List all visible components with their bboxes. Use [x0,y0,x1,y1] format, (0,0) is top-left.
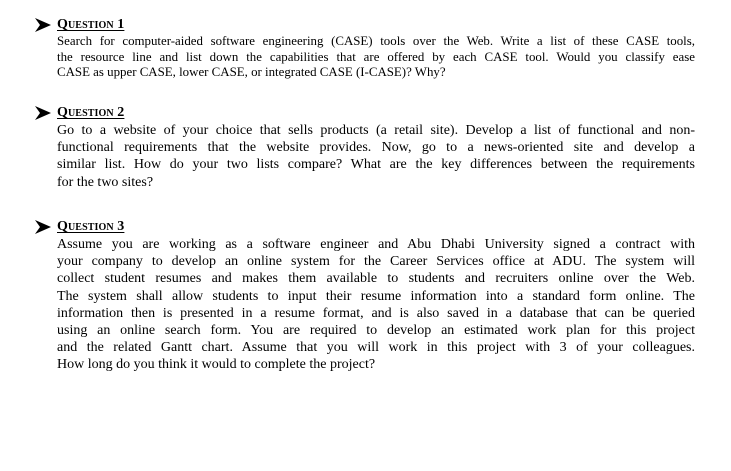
body-line: similar list. How do your two lists compare? What are the key differences between the requirements [57,157,695,173]
body-line: using an online search form. You are required to develop an estimated work plan for this project [57,322,695,338]
body-line: collect student resumes and makes them available to students and recruiters online over the Web. [57,271,695,287]
arrow-bullet-icon [34,17,52,33]
body-line: Go to a website of your choice that sells products (a retail site). Develop a list of functional and non- [57,123,695,138]
body-line: information then is presented in a resume format, and is also saved in a database that can be queried [57,305,695,321]
body-line: Search for computer-aided software engineering (CASE) tools over the Web. Write a list of these CASE tools, [57,34,695,48]
body-line: for the two sites? [57,174,154,190]
question-heading: Question 1 [57,17,125,32]
body-line: and the related Gantt chart. Assume that you will work in this project with 3 of your colleagues. [57,340,695,356]
arrow-bullet-icon [34,105,52,121]
question-body [57,34,695,81]
body-line: your company to develop an online system for the Career Services office at ADU. The system will [57,254,695,270]
body-line: How long do you think it would to complete the project? [57,357,376,373]
question-body [57,122,695,191]
body-line: CASE as upper CASE, lower CASE, or integrated CASE (I-CASE)? Why? [57,65,446,79]
body-line: Assume you are working as a software engineer and Abu Dhabi University signed a contract with [57,237,695,252]
question-heading: Question 3 [57,219,125,234]
question-heading: Question 2 [57,105,125,120]
body-line: The system shall allow students to input their resume information into a standard form online. The [57,288,695,304]
body-line: functional requirements that the website provides. Now, go to a news-oriented site and develop a [57,140,695,156]
arrow-bullet-icon [34,219,52,235]
question-body [57,236,695,374]
body-line: the resource line and list down the capabilities that are offered by each CASE tool. Would you classify ease [57,49,695,64]
